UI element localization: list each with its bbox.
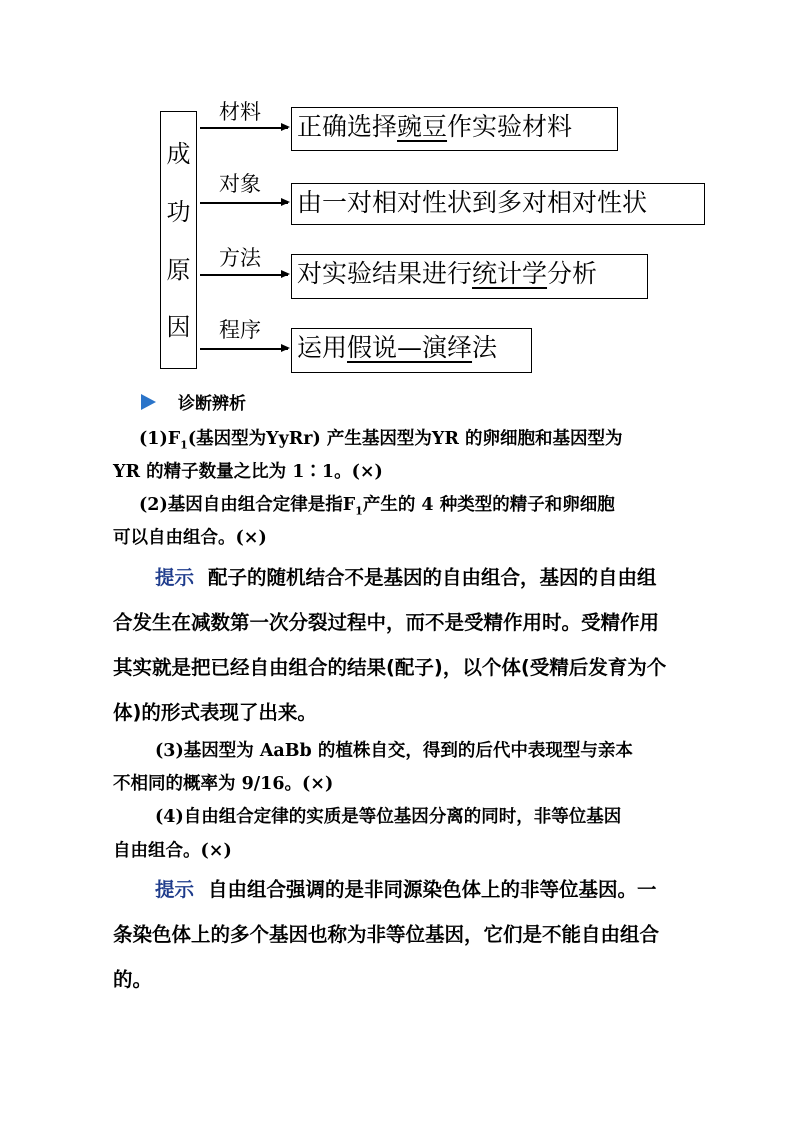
hint-label: 提示 xyxy=(155,878,195,901)
hint-2-line-2: 条染色体上的多个基因也称为非等位基因，它们是不能自由组合 xyxy=(113,923,660,946)
item-4-line-1: (4)自由组合定律的实质是等位基因分离的同时，非等位基因 xyxy=(155,807,622,827)
result-text: 作实验材料 xyxy=(447,112,573,141)
section-title: 诊断辨析 xyxy=(178,394,246,414)
result-text: 由一对相对性状到多对相对性状 xyxy=(297,188,648,217)
item-1-line-1: $(1)F_1$(基因型为YyRr) 产生基因型为YR 的卵细胞和基因型为 xyxy=(139,429,623,452)
main-cause-char: 原 xyxy=(166,256,191,284)
result-box-method xyxy=(291,254,648,299)
result-text: 运用 xyxy=(297,333,348,362)
main-cause-char: 成 xyxy=(166,140,191,168)
arrow-label: 方法 xyxy=(219,246,261,270)
arrow-icon xyxy=(200,274,288,276)
item-3-line-2: 不相同的概率为 9/16。(×) xyxy=(113,774,334,794)
arrow-label: 程序 xyxy=(219,318,261,342)
item-4-line-2: 自由组合。(×) xyxy=(113,841,232,861)
hint-1-line-4: 体)的形式表现了出来。 xyxy=(113,701,317,724)
item-2-line-2: 可以自由组合。(×) xyxy=(113,528,267,548)
result-text: 法 xyxy=(472,333,498,362)
arrow-label: 对象 xyxy=(219,172,261,196)
hint-1-line-3: 其实就是把已经自由组合的结果(配子)，以个体(受精后发育为个 xyxy=(113,656,667,679)
main-cause-char: 因 xyxy=(166,313,191,341)
arrow-label: 材料 xyxy=(219,100,261,124)
arrow-bullet-icon xyxy=(141,394,156,410)
arrow-icon xyxy=(200,127,288,129)
hint-2-line-1: 提示 自由组合强调的是非同源染色体上的非等位基因。一 xyxy=(155,878,657,901)
arrow-icon xyxy=(200,202,288,204)
result-text: 对实验结果进行 xyxy=(297,259,473,288)
item-1-line-2: YR 的精子数量之比为 1∶1。(×) xyxy=(113,462,383,482)
hint-1-line-2: 合发生在减数第一次分裂过程中，而不是受精作用时。受精作用 xyxy=(113,611,660,634)
hint-label: 提示 xyxy=(155,566,195,589)
main-cause-box xyxy=(160,111,197,369)
hint-1-line-1: 提示 配子的随机结合不是基因的自由组合，基因的自由组 xyxy=(155,566,657,589)
result-box-procedure xyxy=(291,328,532,373)
result-text: 分析 xyxy=(547,259,598,288)
item-3-line-1: (3)基因型为 AaBb 的植株自交，得到的后代中表现型与亲本 xyxy=(155,741,633,761)
result-text-underlined: 豌豆 xyxy=(397,112,448,141)
result-text-underlined: 假说—演绎 xyxy=(347,333,473,362)
result-box-material xyxy=(291,107,618,151)
result-text-underlined: 统计学 xyxy=(472,259,548,288)
result-box-object xyxy=(291,183,705,225)
result-text: 正确选择 xyxy=(297,112,398,141)
item-2-line-1: (2)基因自由组合定律是指$F_1$产生的 4 种类型的精子和卵细胞 xyxy=(139,495,615,518)
main-cause-char: 功 xyxy=(166,198,191,226)
hint-2-line-3: 的。 xyxy=(113,968,153,991)
arrow-icon xyxy=(200,348,288,350)
